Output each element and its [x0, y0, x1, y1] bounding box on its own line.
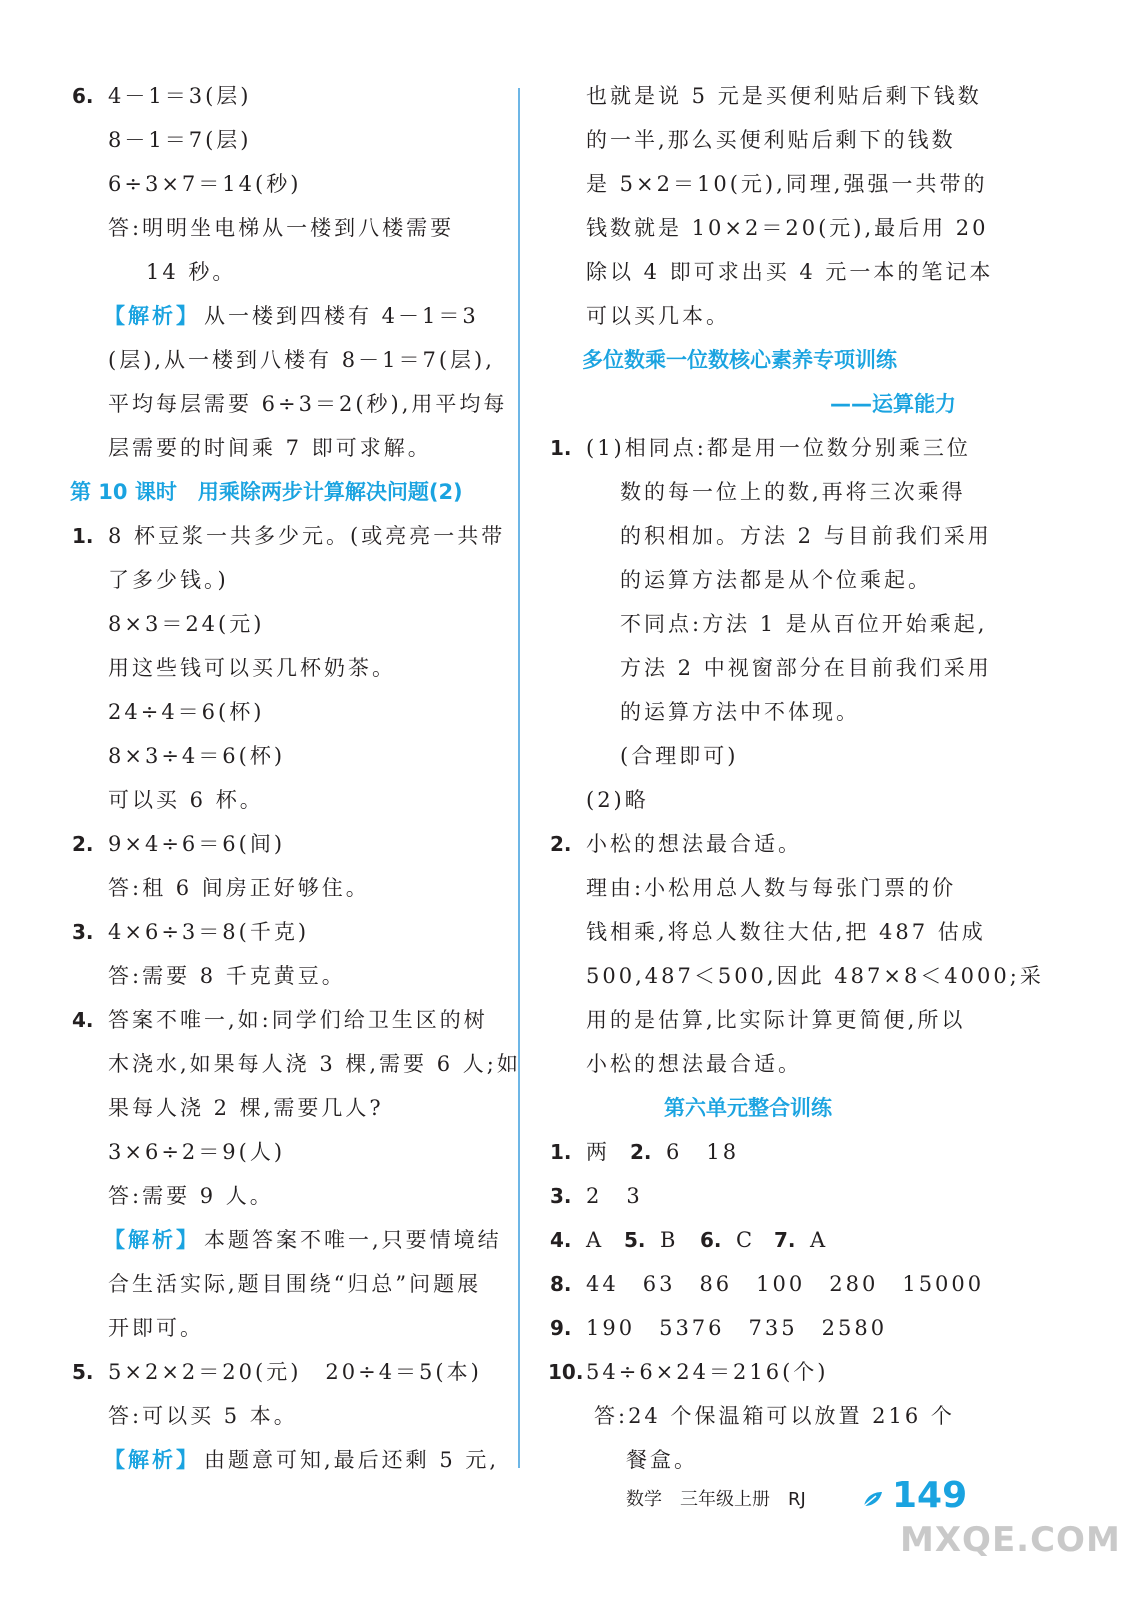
question-number: 1. [550, 436, 572, 460]
answer-line: 的运算方法都是从个位乘起。 [620, 568, 932, 592]
answer-value: 两 [586, 1140, 610, 1164]
question-number: 2. [630, 1140, 652, 1164]
answer-line: 小松的想法最合适。 [586, 1052, 802, 1076]
answer-line: (2)略 [586, 788, 649, 812]
analysis-line: 开即可。 [108, 1316, 204, 1340]
answer-line: 答:租 6 间房正好够住。 [108, 876, 370, 900]
answer-line: 8×3＝24(元) [108, 612, 265, 636]
answer-line: 可以买 6 杯。 [108, 788, 264, 812]
answer-line: (合理即可) [620, 744, 739, 768]
analysis-tag: 【解析】 [104, 1227, 200, 1252]
answer-line: 14 秒。 [146, 260, 237, 284]
question-number: 3. [550, 1184, 572, 1208]
answer-line: 8×3÷4＝6(杯) [108, 744, 286, 768]
answer-line: 3×6÷2＝9(人) [108, 1140, 286, 1164]
answer-line: 的运算方法中不体现。 [620, 700, 860, 724]
analysis-line: 也就是说 5 元是买便利贴后剩下钱数 [586, 84, 982, 108]
analysis-line: (层),从一楼到八楼有 8－1＝7(层), [108, 348, 495, 372]
analysis-line: 的一半,那么买便利贴后剩下的钱数 [586, 128, 956, 152]
question-number: 1. [72, 524, 94, 548]
answer-line: 答:明明坐电梯从一楼到八楼需要 [108, 216, 455, 240]
answer-value: A [810, 1228, 829, 1252]
analysis-line: 是 5×2＝10(元),同理,强强一共带的 [586, 172, 988, 196]
question-number: 9. [550, 1316, 572, 1340]
page-number: 149 [892, 1475, 968, 1516]
answer-value: B [660, 1228, 679, 1252]
answer-line: 方法 2 中视窗部分在目前我们采用 [620, 656, 992, 680]
answer-line: 用的是估算,比实际计算更简便,所以 [586, 1008, 966, 1032]
answer-value: 54÷6×24＝216(个) [586, 1360, 829, 1384]
answer-line: 答:可以买 5 本。 [108, 1404, 298, 1428]
lesson-title: 第 10 课时 用乘除两步计算解决问题(2) [70, 480, 463, 504]
question-number: 1. [550, 1140, 572, 1164]
answer-line: 4－1＝3(层) [108, 84, 252, 108]
question-number: 2. [550, 832, 572, 856]
question-number: 5. [624, 1228, 646, 1252]
analysis-line: 从一楼到四楼有 4－1＝3 [204, 304, 479, 328]
watermark: MXQE.COM [900, 1520, 1121, 1560]
question-number: 4. [550, 1228, 572, 1252]
answer-line: 9×4÷6＝6(间) [108, 832, 286, 856]
answer-line: (1)相同点:都是用一位数分别乘三位 [586, 436, 971, 460]
answer-line: 答:需要 9 人。 [108, 1184, 274, 1208]
answer-line: 的积相加。方法 2 与目前我们采用 [620, 524, 992, 548]
question-number: 8. [550, 1272, 572, 1296]
question-number: 6. [700, 1228, 722, 1252]
answer-line: 数的每一位上的数,再将三次乘得 [620, 480, 966, 504]
question-number: 6. [72, 84, 94, 108]
analysis-line: 平均每层需要 6÷3＝2(秒),用平均每 [108, 392, 508, 416]
answer-line: 餐盒。 [626, 1448, 698, 1472]
analysis-line: 钱数就是 10×2＝20(元),最后用 20 [586, 216, 989, 240]
analysis-line: 由题意可知,最后还剩 5 元, [204, 1448, 500, 1472]
answer-line: 钱相乘,将总人数往大估,把 487 估成 [586, 920, 986, 944]
analysis-line: 除以 4 即可求出买 4 元一本的笔记本 [586, 260, 994, 284]
answer-value: C [736, 1228, 756, 1252]
leaf-icon [862, 1490, 884, 1508]
question-number: 5. [72, 1360, 94, 1384]
column-divider [518, 88, 520, 1468]
answer-line: 了多少钱。) [108, 568, 229, 592]
answer-line: 果每人浇 2 棵,需要几人? [108, 1096, 384, 1120]
answer-line: 木浇水,如果每人浇 3 棵,需要 6 人;如 [108, 1052, 521, 1076]
answer-line: 小松的想法最合适。 [586, 832, 802, 856]
question-number: 3. [72, 920, 94, 944]
answer-value: 6 18 [666, 1140, 740, 1164]
answer-line: 5×2×2＝20(元) 20÷4＝5(本) [108, 1360, 482, 1384]
answer-value: 44 63 86 100 280 15000 [586, 1272, 985, 1296]
unit-training-title: 第六单元整合训练 [664, 1096, 832, 1120]
answer-line: 8－1＝7(层) [108, 128, 252, 152]
answer-line: 答案不唯一,如:同学们给卫生区的树 [108, 1008, 488, 1032]
answer-line: 理由:小松用总人数与每张门票的价 [586, 876, 957, 900]
answer-line: 4×6÷3＝8(千克) [108, 920, 310, 944]
question-number: 10. [548, 1360, 584, 1384]
answer-line: 8 杯豆浆一共多少元。(或亮亮一共带 [108, 524, 506, 548]
question-number: 4. [72, 1008, 94, 1032]
analysis-line: 本题答案不唯一,只要情境结 [204, 1228, 502, 1252]
answer-line: 6÷3×7＝14(秒) [108, 172, 302, 196]
analysis-tag: 【解析】 [104, 1447, 200, 1472]
answer-line: 24÷4＝6(杯) [108, 700, 265, 724]
question-number: 7. [774, 1228, 796, 1252]
answer-value: 190 5376 735 2580 [586, 1316, 888, 1340]
answer-line: 答:24 个保温箱可以放置 216 个 [594, 1404, 955, 1428]
analysis-line: 层需要的时间乘 7 即可求解。 [108, 436, 432, 460]
answer-line: 答:需要 8 千克黄豆。 [108, 964, 346, 988]
question-number: 2. [72, 832, 94, 856]
analysis-tag: 【解析】 [104, 303, 200, 328]
answer-value: A [586, 1228, 605, 1252]
analysis-line: 可以买几本。 [586, 304, 730, 328]
answer-line: 不同点:方法 1 是从百位开始乘起, [620, 612, 988, 636]
footer-book-info: 数学 三年级上册 RJ [626, 1489, 806, 1510]
analysis-line: 合生活实际,题目围绕“归总”问题展 [108, 1272, 482, 1296]
answer-value: 2 3 [586, 1184, 643, 1208]
answer-line: 用这些钱可以买几杯奶茶。 [108, 656, 396, 680]
answer-line: 500,487＜500,因此 487×8＜4000;采 [586, 964, 1044, 988]
special-training-subtitle: ——运算能力 [830, 392, 956, 416]
special-training-title: 多位数乘一位数核心素养专项训练 [582, 348, 897, 372]
